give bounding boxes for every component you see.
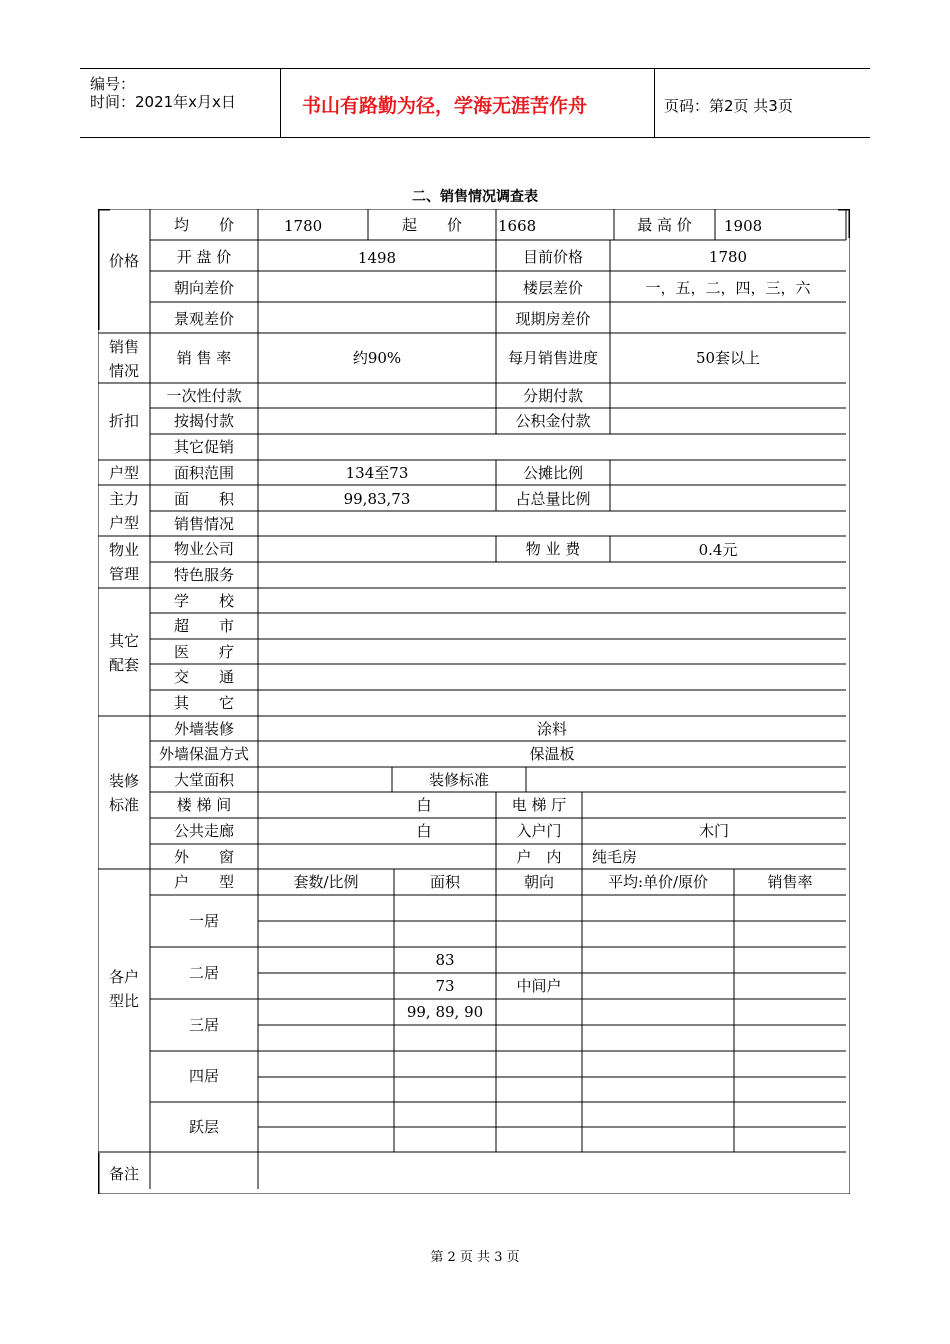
category-unit-ratio: 各户型比 xyxy=(108,968,139,1010)
type-row-duplex: 跃层 xyxy=(188,1118,219,1136)
facility-transport-label: 交 通 xyxy=(173,668,234,686)
property-fee-value: 0.4元 xyxy=(698,541,738,559)
entry-door-label: 入户门 xyxy=(516,822,562,840)
facility-school-label: 学 校 xyxy=(173,592,234,610)
area-range-value: 134至73 xyxy=(345,464,409,482)
property-fee-label: 物 业 费 xyxy=(525,540,581,558)
decoration-standard-label: 装修标准 xyxy=(428,771,489,789)
category-unit-type: 户型 xyxy=(108,464,139,482)
exterior-finish-label: 外墙装修 xyxy=(173,720,234,738)
opening-price-label: 开 盘 价 xyxy=(176,248,232,266)
entry-door-value: 木门 xyxy=(698,822,729,840)
area-range-label: 面积范围 xyxy=(173,464,234,482)
corridor-value: 白 xyxy=(416,822,432,840)
category-facilities: 其它配套 xyxy=(108,632,139,674)
max-price-value: 1908 xyxy=(724,217,763,235)
elevator-hall-label: 电 梯 厅 xyxy=(511,796,567,814)
document-header xyxy=(80,68,870,138)
interior-value: 纯毛房 xyxy=(592,848,638,866)
special-service-label: 特色服务 xyxy=(173,566,234,584)
header-motto: 书山有路勤为径，学海无涯苦作舟 xyxy=(302,95,588,117)
facility-market-label: 超 市 xyxy=(173,617,234,635)
document-number: 编号： xyxy=(90,75,136,93)
insulation-label: 外墙保温方式 xyxy=(158,745,249,763)
types-header-orientation: 朝向 xyxy=(523,873,554,891)
installment-label: 分期付款 xyxy=(522,387,583,405)
share-ratio-label: 公摊比例 xyxy=(522,464,583,482)
avg-price-label: 均 价 xyxy=(173,216,234,234)
category-property: 物业管理 xyxy=(108,541,139,583)
type-row-one-bedroom: 一居 xyxy=(188,912,219,930)
type-row-four-bedroom: 四居 xyxy=(188,1067,219,1085)
current-price-label: 目前价格 xyxy=(522,248,583,266)
corridor-label: 公共走廊 xyxy=(173,822,234,840)
start-price-label: 起 价 xyxy=(401,216,462,234)
provident-fund-label: 公积金付款 xyxy=(515,412,591,430)
category-sales: 销售情况 xyxy=(108,338,139,380)
two-bedroom-area-a: 83 xyxy=(435,951,455,969)
interior-label: 户 内 xyxy=(516,848,562,866)
property-company-label: 物业公司 xyxy=(173,540,234,558)
floor-diff-label: 楼层差价 xyxy=(522,279,583,297)
document-time: 时间：2021年x月x日 xyxy=(90,93,236,111)
type-row-two-bedroom: 二居 xyxy=(188,964,219,982)
monthly-progress-value: 50套以上 xyxy=(695,349,761,367)
sales-rate-label: 销 售 率 xyxy=(176,349,232,367)
other-promo-label: 其它促销 xyxy=(173,438,234,456)
types-header-count: 套数/比例 xyxy=(293,873,359,891)
sales-survey-table xyxy=(98,209,850,1194)
category-main-unit: 主力户型 xyxy=(108,490,139,532)
types-header-unit: 户 型 xyxy=(173,873,234,891)
facility-medical-label: 医 疗 xyxy=(173,643,234,661)
category-discount: 折扣 xyxy=(108,412,139,430)
insulation-value: 保温板 xyxy=(529,745,575,763)
unit-sales-label: 销售情况 xyxy=(173,515,234,533)
types-header-avg-price: 平均:单价/原价 xyxy=(607,873,709,891)
type-row-three-bedroom: 三居 xyxy=(188,1016,219,1034)
orientation-diff-label: 朝向差价 xyxy=(173,279,234,297)
main-area-value: 99,83,73 xyxy=(343,490,411,508)
two-bedroom-orientation-b: 中间户 xyxy=(516,977,562,995)
remarks-label: 备注 xyxy=(108,1165,139,1183)
category-price: 价格 xyxy=(108,252,139,270)
page-indicator: 页码：第2页 共3页 xyxy=(664,97,793,115)
start-price-value: 1668 xyxy=(498,217,537,235)
total-ratio-label: 占总量比例 xyxy=(515,490,591,508)
types-header-sales-rate: 销售率 xyxy=(767,873,813,891)
three-bedroom-area: 99, 89, 90 xyxy=(406,1003,484,1021)
stairwell-value: 白 xyxy=(416,796,432,814)
exterior-window-label: 外 窗 xyxy=(173,848,234,866)
view-diff-label: 景观差价 xyxy=(173,310,234,328)
category-decoration: 装修标准 xyxy=(108,772,139,814)
avg-price-value: 1780 xyxy=(284,217,323,235)
ready-diff-label: 现期房差价 xyxy=(515,310,591,328)
page-footer: 第 2 页 共 3 页 xyxy=(430,1250,520,1265)
two-bedroom-area-b: 73 xyxy=(435,977,455,995)
mortgage-label: 按揭付款 xyxy=(173,412,234,430)
opening-price-value: 1498 xyxy=(357,249,397,267)
facility-other-label: 其 它 xyxy=(173,694,234,712)
max-price-label: 最 高 价 xyxy=(637,216,692,234)
floor-diff-value: 一，五，二，四，三，六 xyxy=(645,279,811,297)
header-divider xyxy=(654,69,655,137)
types-header-area: 面积 xyxy=(429,873,460,891)
monthly-progress-label: 每月销售进度 xyxy=(507,349,598,367)
exterior-finish-value: 涂料 xyxy=(536,720,567,738)
main-area-label: 面 积 xyxy=(173,490,234,508)
lobby-area-label: 大堂面积 xyxy=(173,771,234,789)
page-title: 二、销售情况调查表 xyxy=(412,189,538,205)
stairwell-label: 楼 梯 间 xyxy=(176,796,232,814)
lump-sum-label: 一次性付款 xyxy=(166,387,242,405)
header-divider xyxy=(280,69,281,137)
current-price-value: 1780 xyxy=(708,248,748,266)
sales-rate-value: 约90% xyxy=(352,349,402,367)
